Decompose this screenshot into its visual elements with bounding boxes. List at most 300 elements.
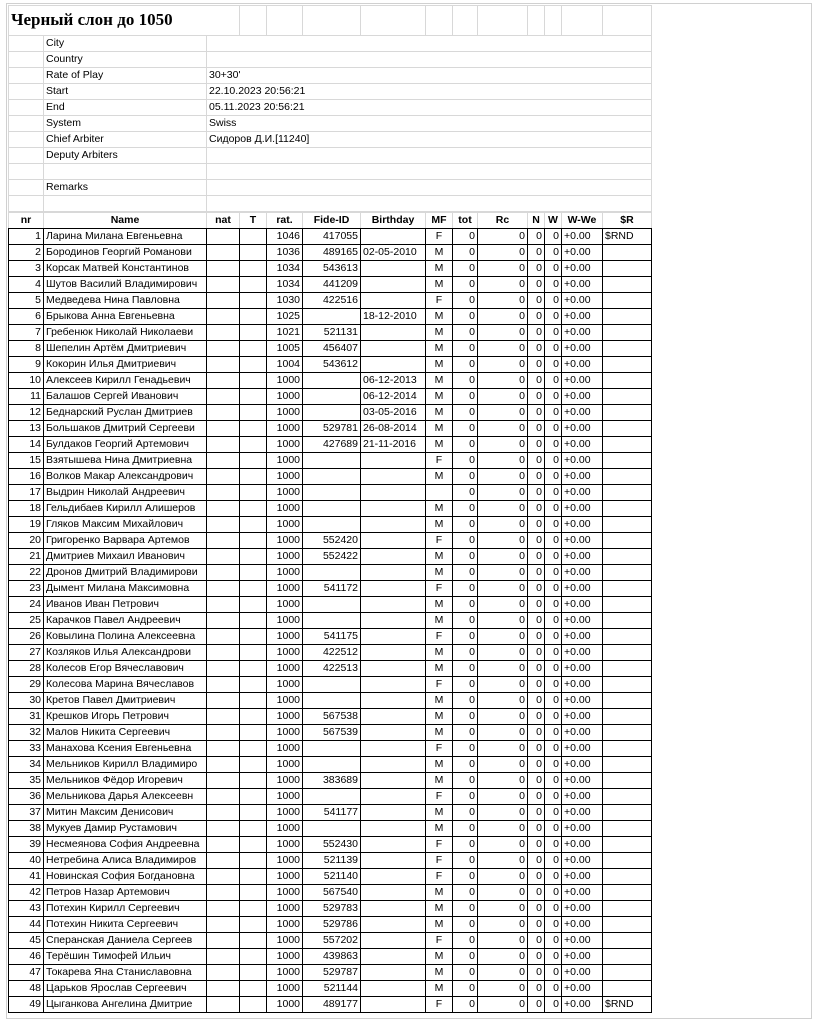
table-cell: M [426,309,453,325]
table-cell [207,725,240,741]
table-cell: 567538 [303,709,361,725]
table-cell: 18-12-2010 [361,309,426,325]
table-cell: 529783 [303,901,361,917]
table-cell: +0.00 [562,405,603,421]
table-cell: +0.00 [562,677,603,693]
player-row [9,293,652,309]
table-cell: 7 [9,325,44,341]
player-row [9,997,652,1013]
table-cell: 1000 [267,981,303,997]
table-cell: 0 [528,949,545,965]
table-cell: 21-11-2016 [361,437,426,453]
table-cell: 0 [545,981,562,997]
table-cell: M [426,613,453,629]
table-cell: 0 [545,677,562,693]
table-cell [603,869,652,885]
table-cell: 489165 [303,245,361,261]
table-cell: 22 [9,565,44,581]
table-cell [240,581,267,597]
table-cell: M [426,357,453,373]
table-cell: 0 [453,837,478,853]
table-cell: 0 [528,341,545,357]
table-cell [240,501,267,517]
table-cell: 0 [453,389,478,405]
player-row [9,453,652,469]
table-cell: Корсак Матвей Константинов [44,261,207,277]
table-cell: 0 [528,645,545,661]
table-cell [207,917,240,933]
info-value: 22.10.2023 20:56:21 [207,84,652,100]
table-cell: 541177 [303,805,361,821]
table-cell: 567539 [303,725,361,741]
table-cell: 0 [478,229,528,245]
player-row [9,709,652,725]
table-cell [207,821,240,837]
table-cell [303,485,361,501]
table-cell: +0.00 [562,709,603,725]
table-cell [603,421,652,437]
table-cell [361,933,426,949]
info-value: Сидоров Д.И.[11240] [207,132,652,148]
table-cell [207,693,240,709]
table-cell: 1005 [267,341,303,357]
table-cell: F [426,229,453,245]
table-cell: 0 [478,421,528,437]
player-row [9,853,652,869]
table-cell [603,837,652,853]
table-cell [361,901,426,917]
table-cell: 1004 [267,357,303,373]
table-cell: +0.00 [562,613,603,629]
table-cell: M [426,821,453,837]
table-cell: M [426,325,453,341]
table-cell: 529786 [303,917,361,933]
table-cell [603,805,652,821]
table-cell: Несмеянова София Андреевна [44,837,207,853]
sheet-frame-bottom [6,1018,812,1019]
table-cell: 4 [9,277,44,293]
table-cell: 0 [453,501,478,517]
table-cell: 0 [528,629,545,645]
table-cell [361,853,426,869]
table-cell [240,629,267,645]
player-row [9,501,652,517]
table-cell [240,373,267,389]
table-cell: Цыганкова Ангелина Дмитрие [44,997,207,1013]
player-row [9,309,652,325]
table-cell [603,613,652,629]
table-cell: +0.00 [562,501,603,517]
table-cell: 0 [453,613,478,629]
table-cell: F [426,853,453,869]
table-cell: 0 [528,709,545,725]
table-cell: 0 [453,773,478,789]
table-cell [361,805,426,821]
table-cell: 1000 [267,485,303,501]
player-row [9,661,652,677]
player-row [9,565,652,581]
table-cell: +0.00 [562,549,603,565]
table-cell [240,309,267,325]
table-cell [207,741,240,757]
table-cell [207,549,240,565]
table-cell: 28 [9,661,44,677]
table-cell: 0 [478,373,528,389]
table-cell: 521139 [303,853,361,869]
table-cell [240,469,267,485]
table-cell [603,757,652,773]
table-cell: Мельникова Дарья Алексеевн [44,789,207,805]
table-cell [603,821,652,837]
table-cell: 1000 [267,869,303,885]
table-cell: 417055 [303,229,361,245]
table-cell: +0.00 [562,997,603,1013]
table-cell: 0 [453,917,478,933]
table-cell: +0.00 [562,661,603,677]
table-cell [603,357,652,373]
table-cell: Терёшин Тимофей Ильич [44,949,207,965]
table-cell: M [426,949,453,965]
table-cell: 3 [9,261,44,277]
table-cell: Дымент Милана Максимовна [44,581,207,597]
header-row [9,213,652,229]
table-cell: 1000 [267,949,303,965]
table-cell: 1000 [267,501,303,517]
table-cell [240,661,267,677]
table-cell: 0 [528,421,545,437]
info-label: City [44,36,207,52]
table-cell: 47 [9,965,44,981]
table-cell: 0 [478,645,528,661]
table-cell: 521131 [303,325,361,341]
table-cell: 0 [478,533,528,549]
table-cell: 0 [478,773,528,789]
table-cell: 0 [478,789,528,805]
table-cell: 0 [478,725,528,741]
column-header: tot [453,213,478,229]
table-cell [603,933,652,949]
table-cell: 6 [9,309,44,325]
table-cell: +0.00 [562,389,603,405]
table-cell: 48 [9,981,44,997]
table-cell [361,725,426,741]
table-cell: 0 [545,869,562,885]
table-cell: 0 [478,629,528,645]
table-cell [361,997,426,1013]
table-cell: 0 [545,709,562,725]
table-cell [207,453,240,469]
table-cell [303,309,361,325]
table-cell: 0 [453,869,478,885]
table-cell: 0 [545,661,562,677]
table-cell: 0 [528,229,545,245]
table-cell: 0 [528,837,545,853]
player-row [9,485,652,501]
table-cell: 0 [545,277,562,293]
table-cell: 0 [528,981,545,997]
table-cell: 9 [9,357,44,373]
table-cell: 1000 [267,437,303,453]
table-cell [303,597,361,613]
column-header: Rc [478,213,528,229]
table-cell [361,597,426,613]
table-cell: 0 [453,277,478,293]
player-row [9,949,652,965]
table-cell [240,693,267,709]
table-cell: M [426,773,453,789]
table-cell: 0 [528,565,545,581]
table-cell: M [426,373,453,389]
table-cell: M [426,885,453,901]
table-cell [603,485,652,501]
table-cell: 1000 [267,405,303,421]
table-cell: Крешков Игорь Петрович [44,709,207,725]
player-row [9,469,652,485]
table-cell: Козляков Илья Александрови [44,645,207,661]
table-cell: +0.00 [562,645,603,661]
table-cell [207,245,240,261]
table-cell: 0 [453,229,478,245]
table-cell: 0 [545,581,562,597]
table-cell [207,501,240,517]
table-cell: 0 [528,613,545,629]
table-cell: 10 [9,373,44,389]
table-cell: 0 [453,981,478,997]
table-cell: 0 [478,389,528,405]
table-cell [303,757,361,773]
table-cell [240,709,267,725]
table-cell: 0 [545,293,562,309]
table-cell: +0.00 [562,885,603,901]
table-cell: 0 [545,405,562,421]
table-cell: 42 [9,885,44,901]
table-cell: Дмитриев Михаил Иванович [44,549,207,565]
table-cell: 20 [9,533,44,549]
table-cell [603,629,652,645]
table-cell [603,405,652,421]
table-cell [603,277,652,293]
table-cell [361,773,426,789]
table-cell: 0 [528,533,545,549]
table-cell: 0 [528,805,545,821]
player-row [9,837,652,853]
player-row [9,917,652,933]
table-cell: 543613 [303,261,361,277]
table-cell [240,549,267,565]
table-cell: 24 [9,597,44,613]
table-cell [240,741,267,757]
table-cell: F [426,453,453,469]
table-cell: 0 [545,389,562,405]
table-cell [207,709,240,725]
table-cell [207,517,240,533]
table-cell: 529781 [303,421,361,437]
table-cell [361,629,426,645]
table-cell: M [426,261,453,277]
table-cell: 1000 [267,821,303,837]
table-cell: M [426,693,453,709]
table-cell: Мельников Кирилл Владимиро [44,757,207,773]
table-cell: 0 [545,549,562,565]
table-cell [603,965,652,981]
table-cell: 0 [478,981,528,997]
table-cell: 02-05-2010 [361,245,426,261]
table-cell: F [426,837,453,853]
table-cell: 543612 [303,357,361,373]
info-row [9,180,652,196]
table-cell: 0 [453,549,478,565]
table-cell [303,373,361,389]
table-cell: $RND [603,229,652,245]
players-table [8,212,652,1013]
table-cell: 0 [478,997,528,1013]
info-value [207,148,652,164]
table-cell: 0 [545,613,562,629]
table-cell: F [426,293,453,309]
table-cell [361,229,426,245]
table-cell: +0.00 [562,437,603,453]
table-cell: 0 [528,869,545,885]
table-cell: 0 [453,629,478,645]
table-cell: Потехин Никита Сергеевич [44,917,207,933]
table-cell: 15 [9,453,44,469]
table-cell: 25 [9,613,44,629]
table-cell [303,453,361,469]
table-cell: 427689 [303,437,361,453]
table-cell: 0 [453,821,478,837]
table-cell: 0 [528,885,545,901]
table-cell [207,373,240,389]
table-cell: 0 [528,293,545,309]
table-cell: Кокорин Илья Дмитриевич [44,357,207,373]
info-value: Swiss [207,116,652,132]
player-row [9,613,652,629]
table-cell: 1000 [267,805,303,821]
table-cell: 0 [545,437,562,453]
table-cell: 0 [545,853,562,869]
table-cell: +0.00 [562,901,603,917]
table-cell [303,469,361,485]
player-row [9,757,652,773]
table-cell: Гребенюк Николай Николаеви [44,325,207,341]
table-cell [361,533,426,549]
table-cell: 23 [9,581,44,597]
table-cell [603,341,652,357]
table-cell: 0 [545,917,562,933]
player-row [9,517,652,533]
table-cell: 1036 [267,245,303,261]
table-cell: +0.00 [562,229,603,245]
table-cell: +0.00 [562,325,603,341]
table-cell [207,357,240,373]
table-cell: Петров Назар Артемович [44,885,207,901]
table-cell: +0.00 [562,757,603,773]
table-cell: 14 [9,437,44,453]
table-cell [240,341,267,357]
table-cell: 0 [478,933,528,949]
table-cell: 0 [478,597,528,613]
table-cell: 422513 [303,661,361,677]
table-cell: 26 [9,629,44,645]
table-cell: 1000 [267,901,303,917]
table-cell: 0 [453,933,478,949]
table-cell: 1000 [267,741,303,757]
table-cell: F [426,869,453,885]
player-row [9,229,652,245]
table-cell [603,885,652,901]
info-row [9,116,652,132]
table-cell: +0.00 [562,981,603,997]
table-cell [207,805,240,821]
table-cell: 0 [528,757,545,773]
table-cell [361,277,426,293]
info-row [9,84,652,100]
table-cell: Сперанская Даниела Сергеев [44,933,207,949]
info-row [9,148,652,164]
table-cell [207,389,240,405]
player-row [9,437,652,453]
table-cell: 41 [9,869,44,885]
table-cell [240,437,267,453]
table-cell [603,949,652,965]
table-cell: +0.00 [562,965,603,981]
table-cell: 44 [9,917,44,933]
table-cell [240,933,267,949]
column-header: N [528,213,545,229]
table-cell: +0.00 [562,261,603,277]
info-value [207,36,652,52]
table-cell: 0 [478,293,528,309]
table-cell: 0 [528,357,545,373]
table-cell: M [426,277,453,293]
table-cell [603,437,652,453]
table-cell: 0 [478,405,528,421]
table-cell: 12 [9,405,44,421]
table-cell: 1000 [267,629,303,645]
table-cell: 0 [478,741,528,757]
info-label: Remarks [44,180,207,196]
table-cell [361,677,426,693]
table-cell: 1000 [267,917,303,933]
table-cell [603,741,652,757]
column-header: rat. [267,213,303,229]
table-cell: 1000 [267,965,303,981]
table-cell [361,965,426,981]
table-cell: F [426,741,453,757]
table-cell [603,325,652,341]
table-cell [603,981,652,997]
table-cell [303,741,361,757]
table-cell: 0 [453,997,478,1013]
table-cell: 0 [453,677,478,693]
table-cell [207,645,240,661]
column-header: nr [9,213,44,229]
table-cell [207,661,240,677]
table-cell: 0 [528,501,545,517]
table-cell [207,997,240,1013]
table-cell: 0 [453,757,478,773]
info-row [9,132,652,148]
table-cell: M [426,517,453,533]
table-cell [240,821,267,837]
table-cell [207,933,240,949]
table-cell: 0 [453,581,478,597]
table-cell: 1000 [267,789,303,805]
table-cell [207,581,240,597]
table-cell: 0 [478,613,528,629]
table-cell: 1000 [267,933,303,949]
table-cell: 0 [545,597,562,613]
